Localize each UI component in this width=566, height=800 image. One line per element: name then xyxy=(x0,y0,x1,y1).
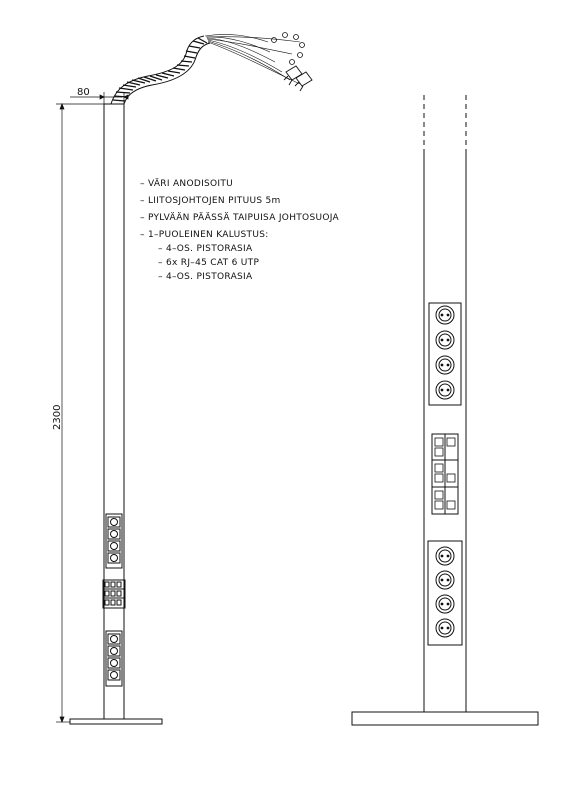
subnote-rj45: – 6x RJ–45 CAT 6 UTP xyxy=(158,258,260,268)
height-dimension-label: 2300 xyxy=(52,404,63,430)
front-view xyxy=(352,95,538,725)
rj45-block-front xyxy=(432,434,458,514)
socket-block-upper xyxy=(106,514,122,568)
socket-block-front-lower xyxy=(428,541,462,645)
socket-block-front-upper xyxy=(429,303,461,405)
base-plate-front xyxy=(352,712,538,725)
width-dimension-label: 80 xyxy=(77,87,90,98)
side-view xyxy=(56,33,312,725)
socket-block-lower xyxy=(106,631,122,686)
connection-cables xyxy=(205,34,300,84)
subnote-socket-lower: – 4–OS. PISTORASIA xyxy=(158,272,253,282)
subnote-socket-upper: – 4–OS. PISTORASIA xyxy=(158,244,253,254)
note-equipment: – 1–PUOLEINEN KALUSTUS: xyxy=(140,230,269,240)
rj45-block xyxy=(103,580,125,608)
height-dimension xyxy=(56,104,104,722)
flexible-cable-protector xyxy=(111,36,210,104)
column-body xyxy=(104,104,124,719)
column-front-body xyxy=(424,150,466,712)
note-cable-length: – LIITOSJOHTOJEN PITUUS 5m xyxy=(140,196,281,206)
note-cable-protector: – PYLVÄÄN PÄÄSSÄ TAIPUISA JOHTOSUOJA xyxy=(140,213,339,223)
base-plate xyxy=(70,719,162,724)
note-color: – VÄRI ANODISOITU xyxy=(140,179,234,189)
cable-ends xyxy=(272,33,305,65)
